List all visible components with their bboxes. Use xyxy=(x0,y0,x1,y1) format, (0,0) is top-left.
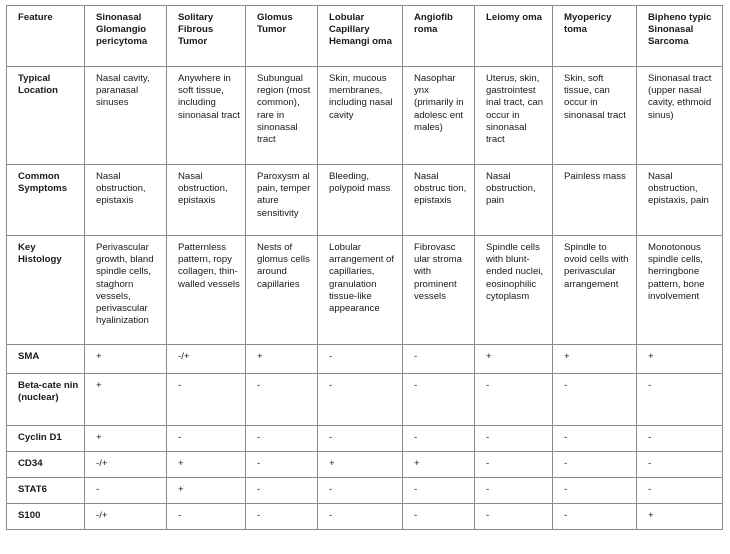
table-cell: - xyxy=(246,426,318,452)
table-cell: -/+ xyxy=(85,452,167,478)
table-cell: - xyxy=(318,478,403,504)
table-cell: Spindle to ovoid cells with perivascular arrangement xyxy=(553,236,637,345)
table-cell: - xyxy=(246,452,318,478)
table-cell: Skin, soft tissue, can occur in sinonasal tract xyxy=(553,67,637,165)
row-header: Key Histology xyxy=(7,236,85,345)
table-row xyxy=(7,478,723,504)
table-cell: - xyxy=(246,374,318,426)
table-cell: - xyxy=(553,478,637,504)
table-cell: - xyxy=(403,345,475,374)
table-cell: - xyxy=(475,452,553,478)
table-cell: Nasophar ynx (primarily in adolesc ent males) xyxy=(403,67,475,165)
table-cell: Uterus, skin, gastrointest inal tract, can occur in sinonasal tract xyxy=(475,67,553,165)
table-cell: Fibrovasc ular stroma with prominent vessels xyxy=(403,236,475,345)
table-cell: Subungual region (most common), rare in sinonasal tract xyxy=(246,67,318,165)
table-cell: - xyxy=(553,452,637,478)
column-header: Sinonasal Glomangio pericytoma xyxy=(85,6,167,67)
table-cell: Sinonasal tract (upper nasal cavity, ethmoid sinus) xyxy=(637,67,723,165)
table-cell: + xyxy=(167,452,246,478)
table-cell: Nasal obstruction, pain xyxy=(475,165,553,236)
table-row xyxy=(7,345,723,374)
table-cell: - xyxy=(318,504,403,530)
row-header: SMA xyxy=(7,345,85,374)
table-row xyxy=(7,236,723,345)
column-header-feature: Feature xyxy=(7,6,85,67)
table-cell: Monotonous spindle cells, herringbone pattern, bone involvement xyxy=(637,236,723,345)
table-cell: - xyxy=(246,478,318,504)
table-cell: - xyxy=(475,374,553,426)
table-cell: - xyxy=(403,478,475,504)
table-cell: Spindle cells with blunt-ended nuclei, eosinophilic cytoplasm xyxy=(475,236,553,345)
table-cell: - xyxy=(318,345,403,374)
column-header: Glomus Tumor xyxy=(246,6,318,67)
row-header: Beta-cate nin (nuclear) xyxy=(7,374,85,426)
table-cell: - xyxy=(167,426,246,452)
table-cell: Lobular arrangement of capillaries, granulation tissue-like appearance xyxy=(318,236,403,345)
column-header: Angiofib roma xyxy=(403,6,475,67)
table-row xyxy=(7,374,723,426)
table-cell: - xyxy=(637,426,723,452)
table-cell: Bleeding, polypoid mass xyxy=(318,165,403,236)
table-cell: Nasal obstruc tion, epistaxis xyxy=(403,165,475,236)
table-cell: Nasal obstruction, epistaxis, pain xyxy=(637,165,723,236)
comparison-table xyxy=(6,5,723,530)
column-header: Myopericy toma xyxy=(553,6,637,67)
table-cell: Nasal obstruction, epistaxis xyxy=(167,165,246,236)
table-cell: - xyxy=(318,426,403,452)
table-cell: Skin, mucous membranes, including nasal cavity xyxy=(318,67,403,165)
row-header: STAT6 xyxy=(7,478,85,504)
table-cell: - xyxy=(167,504,246,530)
table-cell: - xyxy=(637,452,723,478)
table-cell: Anywhere in soft tissue, including sinonasal tract xyxy=(167,67,246,165)
table-row xyxy=(7,504,723,530)
table-cell: - xyxy=(637,478,723,504)
table-cell: + xyxy=(475,345,553,374)
row-header: S100 xyxy=(7,504,85,530)
table-cell: - xyxy=(85,478,167,504)
table-cell: Nests of glomus cells around capillaries xyxy=(246,236,318,345)
table-row xyxy=(7,67,723,165)
table-cell: - xyxy=(403,504,475,530)
column-header: Leiomy oma xyxy=(475,6,553,67)
row-header: Typical Location xyxy=(7,67,85,165)
table-cell: Perivascular growth, bland spindle cells, staghorn vessels, perivascular hyalinization xyxy=(85,236,167,345)
table-cell: - xyxy=(318,374,403,426)
header-row xyxy=(7,6,723,67)
table-cell: + xyxy=(637,504,723,530)
table-cell: + xyxy=(85,426,167,452)
row-header: Common Symptoms xyxy=(7,165,85,236)
row-header: Cyclin D1 xyxy=(7,426,85,452)
table-cell: + xyxy=(85,374,167,426)
table-cell: - xyxy=(167,374,246,426)
table-cell: -/+ xyxy=(167,345,246,374)
table-cell: Nasal cavity, paranasal sinuses xyxy=(85,67,167,165)
column-header: Bipheno typic Sinonasal Sarcoma xyxy=(637,6,723,67)
table-cell: - xyxy=(475,426,553,452)
table-cell: Patternless pattern, ropy collagen, thin-walled vessels xyxy=(167,236,246,345)
row-header: CD34 xyxy=(7,452,85,478)
table-cell: - xyxy=(475,504,553,530)
table-cell: - xyxy=(403,426,475,452)
table-cell: - xyxy=(403,374,475,426)
table-cell: - xyxy=(553,426,637,452)
table-row xyxy=(7,452,723,478)
table-cell: + xyxy=(85,345,167,374)
table-cell: Paroxysm al pain, temper ature sensitivity xyxy=(246,165,318,236)
table-cell: - xyxy=(553,374,637,426)
table-cell: - xyxy=(475,478,553,504)
table-cell: Painless mass xyxy=(553,165,637,236)
table-cell: + xyxy=(553,345,637,374)
table-cell: - xyxy=(637,374,723,426)
table-cell: + xyxy=(403,452,475,478)
column-header: Lobular Capillary Hemangi oma xyxy=(318,6,403,67)
table-cell: + xyxy=(637,345,723,374)
table-row xyxy=(7,426,723,452)
table-cell: - xyxy=(246,504,318,530)
table-cell: + xyxy=(246,345,318,374)
table-cell: + xyxy=(318,452,403,478)
table-cell: Nasal obstruction, epistaxis xyxy=(85,165,167,236)
table-cell: -/+ xyxy=(85,504,167,530)
table-cell: - xyxy=(553,504,637,530)
table-cell: + xyxy=(167,478,246,504)
table-row xyxy=(7,165,723,236)
column-header: Solitary Fibrous Tumor xyxy=(167,6,246,67)
